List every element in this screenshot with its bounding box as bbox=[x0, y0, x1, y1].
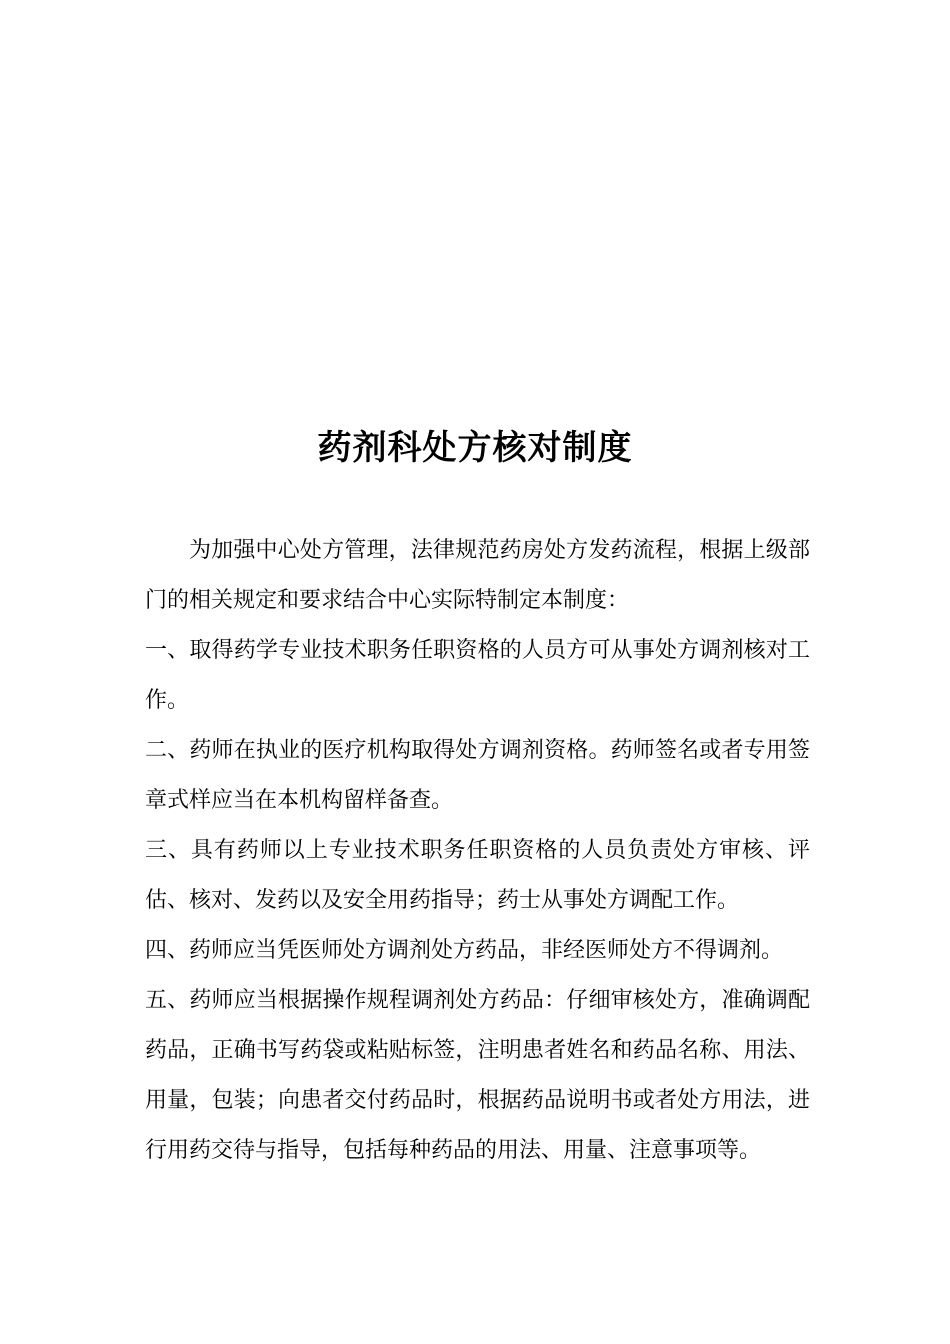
paragraph-intro: 为加强中心处方管理，法律规范药房处方发药流程，根据上级部门的相关规定和要求结合中心实际特制定本制度： bbox=[145, 538, 810, 613]
paragraph-item-3: 三、具有药师以上专业技术职务任职资格的人员负责处方审核、评估、核对、发药以及安全用药指导；药士从事处方调配工作。 bbox=[145, 838, 810, 913]
document-body bbox=[145, 526, 810, 1176]
paragraph-item-4: 四、药师应当凭医师处方调剂处方药品，非经医师处方不得调剂。 bbox=[145, 938, 784, 963]
paragraph-item-2: 二、药师在执业的医疗机构取得处方调剂资格。药师签名或者专用签章式样应当在本机构留样备查。 bbox=[145, 738, 810, 813]
paragraph-item-5: 五、药师应当根据操作规程调剂处方药品：仔细审核处方，准确调配药品，正确书写药袋或粘贴标签，注明患者姓名和药品名称、用法、用量，包装；向患者交付药品时，根据药品说明书或者处方用法，进行用药交待与指导，包括每种药品的用法、用量、注意事项等。 bbox=[145, 988, 810, 1163]
document-title: 药剂科处方核对制度 bbox=[317, 428, 633, 468]
paragraph-item-1: 一、取得药学专业技术职务任职资格的人员方可从事处方调剂核对工作。 bbox=[145, 638, 810, 713]
